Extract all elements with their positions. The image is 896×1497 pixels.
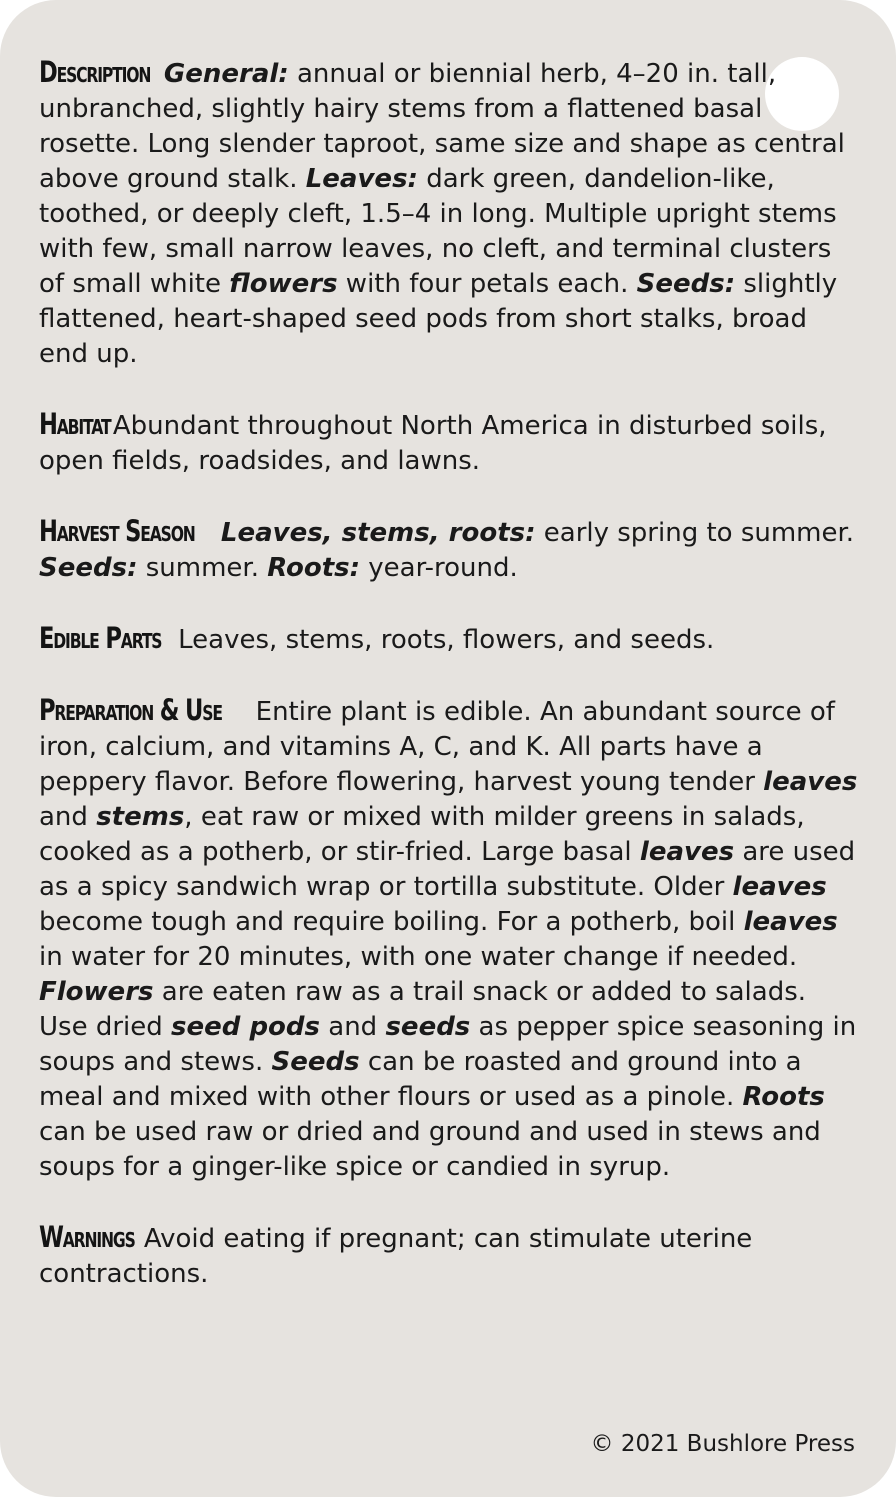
- prep-em-1: leaves: [763, 767, 858, 797]
- general-text: annual or biennial herb, 4–20 in. tall, unbranched, slightly hairy stems from a flattened basal rosette. Long slender taproot, same size and shape as central above ground stalk.: [39, 59, 845, 194]
- habitat-heading: Habitat: [39, 407, 111, 441]
- harvest-seeds-label: Seeds:: [39, 553, 138, 583]
- warnings-text: Avoid eating if pregnant; can stimulate uterine contractions.: [39, 1224, 753, 1289]
- card-content: [39, 55, 861, 1327]
- prep-text-11: can be used raw or dried and ground and used in stews and soups for a ginger-like spice or candied in syrup.: [39, 1117, 821, 1182]
- edible-text: Leaves, stems, roots, flowers, and seeds.: [178, 625, 715, 655]
- warnings-heading: Warnings: [39, 1220, 135, 1254]
- flowers-label: flowers: [229, 269, 338, 299]
- flowers-text: with four petals each.: [337, 269, 637, 299]
- harvest-lsr-text: early spring to summer.: [535, 518, 855, 548]
- prep-text-7: are eaten raw as a trail snack or added to salads. Use dried: [39, 977, 807, 1042]
- prep-em-8: seeds: [385, 1012, 471, 1042]
- edible-section: [39, 621, 861, 658]
- seeds-label: Seeds:: [636, 269, 736, 299]
- prep-em-5: leaves: [743, 907, 838, 937]
- prep-text-8: and: [320, 1012, 386, 1042]
- prep-text-2: and: [39, 802, 97, 832]
- leaves-label: Leaves:: [305, 164, 418, 194]
- harvest-heading: Harvest Season: [39, 514, 195, 548]
- habitat-paragraph: [39, 407, 861, 479]
- harvest-lsr-label: Leaves, stems, roots:: [220, 518, 536, 548]
- prep-text-10: can be roasted and ground into a meal and mixed with other flours or used as a pinole.: [39, 1047, 802, 1112]
- harvest-roots-label: Roots:: [267, 553, 361, 583]
- seeds-text: slightly flattened, heart-shaped seed pods from short stalks, broad end up.: [39, 269, 838, 369]
- prep-em-3: leaves: [639, 837, 735, 867]
- habitat-text: Abundant throughout North America in disturbed soils, open fields, roadsides, and lawns.: [39, 411, 827, 476]
- warnings-paragraph: [39, 1220, 861, 1292]
- prep-text-5: become tough and require boiling. For a potherb, boil: [39, 907, 744, 937]
- prep-em-7: seed pods: [171, 1012, 320, 1042]
- prep-em-10: Roots: [742, 1082, 825, 1112]
- prep-em-2: stems: [96, 802, 185, 832]
- habitat-section: [39, 407, 861, 479]
- warnings-section: [39, 1220, 861, 1292]
- prep-em-9: Seeds: [271, 1047, 360, 1077]
- preparation-paragraph: [39, 693, 861, 1185]
- description-heading: Description: [39, 55, 151, 89]
- prep-text-3: , eat raw or mixed with milder greens in salads, cooked as a potherb, or stir-fried. Large basal: [39, 802, 805, 867]
- preparation-section: [39, 693, 861, 1185]
- prep-em-4: leaves: [732, 872, 827, 902]
- general-label: General:: [163, 59, 289, 89]
- harvest-section: [39, 514, 861, 586]
- prep-text-9: as pepper spice seasoning in soups and stews.: [39, 1012, 857, 1077]
- prep-text-4: are used as a spicy sandwich wrap or tortilla substitute. Older: [39, 837, 856, 902]
- edible-heading: Edible Parts: [39, 621, 162, 655]
- prep-em-6: Flowers: [39, 977, 154, 1007]
- prep-text-6: in water for 20 minutes, with one water change if needed.: [39, 942, 798, 972]
- leaves-text: dark green, dandelion-like, toothed, or deeply cleft, 1.5–4 in long. Multiple upright stems with few, small narrow leaves, no cleft, and terminal clusters of small white: [39, 164, 837, 299]
- harvest-paragraph: [39, 514, 861, 586]
- harvest-seeds-text: summer.: [137, 553, 268, 583]
- harvest-roots-text: year-round.: [360, 553, 518, 583]
- preparation-heading: Preparation & Use: [39, 693, 222, 727]
- copyright-notice: © 2021 Bushlore Press: [590, 1431, 855, 1457]
- description-section: [39, 55, 861, 372]
- description-paragraph: [39, 55, 861, 372]
- edible-paragraph: [39, 621, 861, 658]
- prep-text-1: Entire plant is edible. An abundant source of iron, calcium, and vitamins A, C, and K. All parts have a peppery flavor. Before flowering, harvest young tender: [39, 697, 835, 797]
